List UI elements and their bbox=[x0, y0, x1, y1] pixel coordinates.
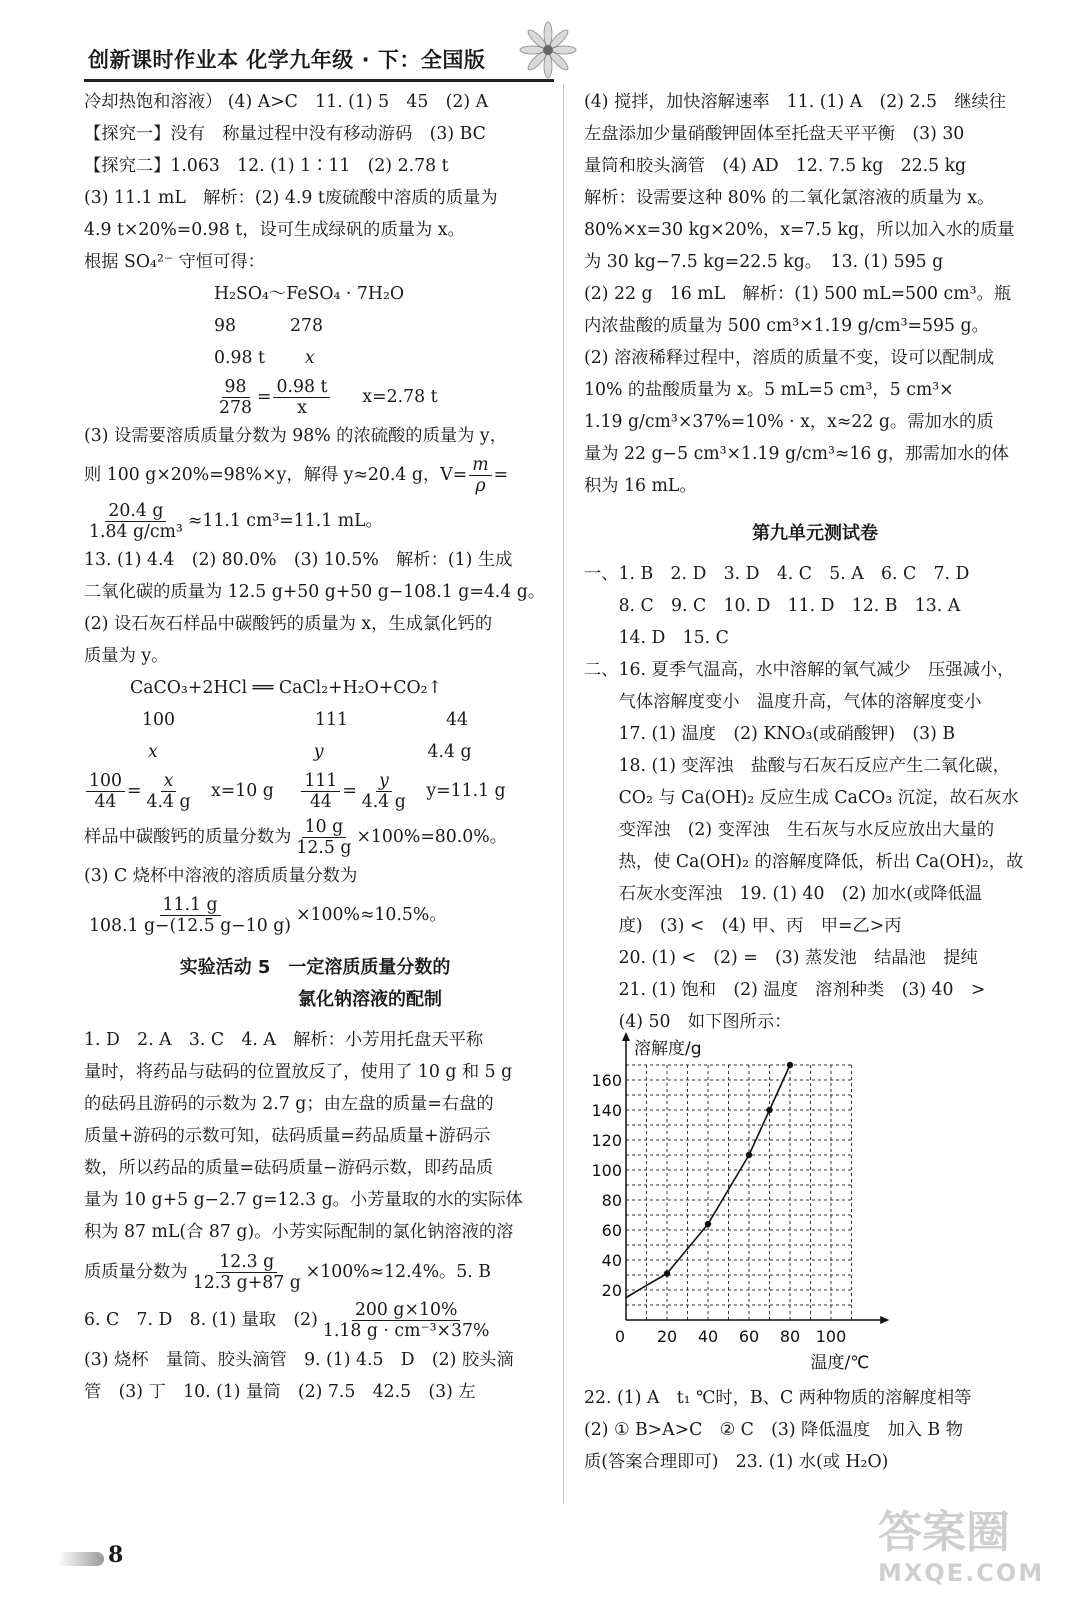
chart-labels bbox=[591, 1039, 869, 1373]
data-point bbox=[766, 1107, 772, 1113]
text-line: 质量为 y。 bbox=[84, 646, 169, 666]
text-line: (2) 溶液稀释过程中，溶质的质量不变，设可以配制成 bbox=[584, 348, 995, 368]
text-line: 量时，将药品与砝码的位置放反了，使用了 10 g 和 5 g bbox=[84, 1062, 513, 1082]
data-point bbox=[746, 1152, 752, 1158]
text-line: (4) 搅拌，加快溶解速率 11. (1) A (2) 2.5 继续往 bbox=[584, 92, 1007, 112]
text-line: 热，使 Ca(OH)₂ 的溶解度降低，析出 Ca(OH)₂，故 bbox=[584, 852, 1024, 872]
y-tick-label: 80 bbox=[601, 1191, 622, 1210]
x-tick-label: 80 bbox=[779, 1327, 801, 1346]
left-column bbox=[84, 86, 546, 1408]
y-tick-label: 120 bbox=[591, 1131, 622, 1150]
equation-fraction-line: 6. C 7. D 8. (1) 量取 (2) $\frac{200 g\times 10\%}{\text{1.18 g · cm⁻³×37\%}}$ bbox=[84, 1296, 546, 1344]
x-axis-label: 温度/℃ bbox=[810, 1353, 870, 1373]
text-line: 量为 22 g−5 cm³×1.19 g/cm³≈16 g，那需加水的体 bbox=[584, 444, 1009, 464]
text-line: 8. C 9. C 10. D 11. D 12. B 13. A bbox=[584, 596, 961, 616]
text-line: 石灰水变浑浊 19. (1) 40 (2) 加水(或降低温 bbox=[584, 884, 983, 904]
text-line: 18. (1) 变浑浊 盐酸与石灰石反应产生二氧化碳， bbox=[584, 756, 1010, 776]
watermark: 答案圈 MXQE.COM bbox=[878, 1507, 1045, 1587]
equation-ratio: $\frac{98}{278}$ = $\frac{0.98 t}{x}$ x=2.78 t bbox=[84, 374, 546, 420]
equation-masses: 100 111 44 bbox=[142, 710, 468, 730]
equation-values: x y 4.4 g bbox=[148, 742, 472, 762]
chart-grid bbox=[626, 1065, 852, 1320]
x-tick-label: 40 bbox=[697, 1327, 719, 1346]
fraction: $\frac{98}{278}$ bbox=[219, 377, 252, 418]
text-line: 量筒和胶头滴管 (4) AD 12. 7.5 kg 22.5 kg bbox=[584, 156, 967, 176]
equation-masses: 98 278 bbox=[214, 316, 323, 336]
y-tick-label: 140 bbox=[591, 1101, 622, 1120]
text-line: 气体溶解度变小 温度升高，气体的溶解度变小 bbox=[584, 692, 982, 712]
fraction: $\frac{x}{4.4 g}$ bbox=[146, 771, 191, 812]
fraction: $\frac{111}{44}$ bbox=[301, 771, 340, 812]
text-line: 管 (3) 丁 10. (1) 量筒 (2) 7.5 42.5 (3) 左 bbox=[84, 1382, 476, 1402]
x-tick-label: 20 bbox=[656, 1327, 678, 1346]
text-line: 度) (3) < (4) 甲、丙 甲=乙>丙 bbox=[584, 916, 902, 936]
equation-fraction-line: $\frac{11.1 g}{108.1 g-(12.5 g-10 g)}$ ×100%≈10.5%。 bbox=[84, 892, 546, 938]
text-line: 4.9 t×20%=0.98 t，设可生成绿矾的质量为 x。 bbox=[84, 220, 465, 240]
text-line: 17. (1) 温度 (2) KNO₃(或硝酸钾) (3) B bbox=[584, 724, 956, 744]
y-tick-label: 60 bbox=[601, 1221, 622, 1240]
text-line: (3) 11.1 mL 解析：(2) 4.9 t废硫酸中溶质的质量为 bbox=[84, 188, 498, 208]
equation-values: 0.98 t x bbox=[214, 348, 315, 368]
section-title: 第九单元测试卷 bbox=[752, 523, 878, 544]
fraction: $\frac{m}{\rho}$ bbox=[469, 455, 491, 496]
text-line: CO₂ 与 Ca(OH)₂ 反应生成 CaCO₃ 沉淀，故石灰水 bbox=[584, 788, 1019, 808]
text-line: 【探究一】没有 称量过程中没有移动游码 (3) BC bbox=[84, 124, 486, 144]
text-line: (2) ① B>A>C ② C (3) 降低温度 加入 B 物 bbox=[584, 1420, 963, 1440]
text-line: 积为 16 mL。 bbox=[584, 476, 697, 496]
text-line: 13. (1) 4.4 (2) 80.0% (3) 10.5% 解析：(1) 生成 bbox=[84, 550, 513, 570]
column-divider bbox=[563, 84, 564, 1504]
text-line: 为 30 kg−7.5 kg=22.5 kg。 13. (1) 595 g bbox=[584, 252, 944, 272]
section-title: 氯化钠溶液的配制 bbox=[298, 989, 442, 1010]
right-column bbox=[584, 86, 1046, 1038]
text-line: 积为 87 mL(合 87 g)。小芳实际配制的氯化钠溶液的溶 bbox=[84, 1222, 514, 1242]
text-line: 量为 10 g+5 g−2.7 g=12.3 g。小芳量取的水的实际体 bbox=[84, 1190, 523, 1210]
equation-formula: CaCO₃+2HCl ══ CaCl₂+H₂O+CO₂↑ bbox=[130, 678, 443, 698]
y-axis-label: 溶解度/g bbox=[634, 1039, 702, 1059]
text-line: (3) 烧杯 量筒、胶头滴管 9. (1) 4.5 D (2) 胶头滴 bbox=[84, 1350, 514, 1370]
text-line: 质(答案合理即可) 23. (1) 水(或 H₂O) bbox=[584, 1452, 889, 1472]
data-point bbox=[705, 1221, 711, 1227]
text-line: 质量+游码的示数可知，砝码质量=药品质量+游码示 bbox=[84, 1126, 491, 1146]
text-line: 冷却热饱和溶液） (4) A>C 11. (1) 5 45 (2) A bbox=[84, 92, 489, 112]
x-tick-label: 0 bbox=[614, 1327, 626, 1346]
x-tick-label: 100 bbox=[815, 1327, 847, 1346]
text-line: 变浑浊 (2) 变浑浊 生石灰与水反应放出大量的 bbox=[584, 820, 995, 840]
text-line: 21. (1) 饱和 (2) 温度 溶剂种类 (3) 40 > bbox=[584, 980, 986, 1000]
fraction: $\frac{12.3 g}{12.3 g+87 g}$ bbox=[192, 1252, 301, 1293]
data-point bbox=[787, 1062, 793, 1068]
equation-fraction-line: 样品中碳酸钙的质量分数为 $\frac{10 g}{12.5 g}$ ×100%=80.0%。 bbox=[84, 817, 507, 858]
fraction: $\frac{100}{44}$ bbox=[86, 771, 125, 812]
text-line: 则 100 g×20%=98%×y，解得 y≈20.4 g，V= $\frac{m}{\rho}$ = bbox=[84, 455, 509, 496]
fraction: $\frac{10 g}{12.5 g}$ bbox=[296, 817, 352, 858]
equation-volume: $\frac{20.4 g}{\text{1.84 g/cm³}}$ ≈11.1 cm³=11.1 mL。 bbox=[84, 498, 546, 544]
y-tick-label: 100 bbox=[591, 1161, 622, 1180]
text-line: 1. D 2. A 3. C 4. A 解析：小芳用托盘天平称 bbox=[84, 1030, 484, 1050]
text-line: 一、1. B 2. D 3. D 4. C 5. A 6. C 7. D bbox=[584, 564, 970, 584]
text-line: 根据 SO₄²⁻ 守恒可得： bbox=[84, 252, 265, 272]
y-tick-label: 20 bbox=[601, 1281, 622, 1300]
page-tab bbox=[58, 1552, 104, 1566]
fraction: $\frac{11.1 g}{108.1 g-(12.5 g-10 g)}$ bbox=[89, 895, 292, 936]
text-line: 内浓盐酸的质量为 500 cm³×1.19 g/cm³=595 g。 bbox=[584, 316, 989, 336]
text-line: 14. D 15. C bbox=[584, 628, 729, 648]
chart-curve bbox=[626, 1062, 793, 1298]
text-line: 20. (1) < (2) = (3) 蒸发池 结晶池 提纯 bbox=[584, 948, 978, 968]
text-line: 22. (1) A t₁ ℃时，B、C 两种物质的溶解度相等 bbox=[584, 1388, 972, 1408]
page-number: 8 bbox=[108, 1542, 124, 1568]
equation-formula: H₂SO₄～FeSO₄ · 7H₂O bbox=[214, 284, 405, 304]
page-header bbox=[84, 36, 564, 82]
text-line: 1.19 g/cm³×37%=10% · x，x≈22 g。需加水的质 bbox=[584, 412, 994, 432]
right-column-tail bbox=[584, 1382, 1046, 1478]
y-axis-arrow bbox=[622, 1032, 630, 1041]
text-line: 数，所以药品的质量=砝码质量−游码示数，即药品质 bbox=[84, 1158, 494, 1178]
text-line: (2) 22 g 16 mL 解析：(1) 500 mL=500 cm³。瓶 bbox=[584, 284, 1012, 304]
fraction: $\frac{200 g\times 10\%}{\text{1.18 g · cm⁻³×37\%}}$ bbox=[322, 1300, 490, 1341]
header-rule bbox=[84, 79, 554, 82]
text-line: 80%×x=30 kg×20%，x=7.5 kg，所以加入水的质量 bbox=[584, 220, 1015, 240]
header-title: 创新课时作业本 化学九年级 · 下：全国版 bbox=[88, 48, 486, 72]
text-line: 10% 的盐酸质量为 x。5 mL=5 cm³，5 cm³× bbox=[584, 380, 954, 400]
text-line: (3) 设需要溶质质量分数为 98% 的浓硫酸的质量为 y， bbox=[84, 426, 507, 446]
text-line: 的砝码且游码的示数为 2.7 g；由左盘的质量=右盘的 bbox=[84, 1094, 494, 1114]
fraction: $\frac{20.4 g}{\text{1.84 g/cm³}}$ bbox=[89, 501, 183, 542]
text-line: 二氧化碳的质量为 12.5 g+50 g+50 g−108.1 g=4.4 g。 bbox=[84, 582, 546, 602]
data-point bbox=[664, 1270, 670, 1276]
text-line: 【探究二】1.063 12. (1) 1∶11 (2) 2.78 t bbox=[84, 156, 449, 176]
section-title: 实验活动 5 一定溶质质量分数的 bbox=[179, 957, 451, 978]
fraction: $\frac{y}{4.4 g}$ bbox=[361, 771, 406, 812]
x-axis-arrow bbox=[880, 1316, 889, 1324]
x-tick-label: 60 bbox=[738, 1327, 760, 1346]
fraction: $\frac{0.98 t}{x}$ bbox=[273, 377, 330, 418]
equation-ratio: $\frac{100}{44}$ = $\frac{x}{4.4 g}$ x=10 g $\frac{111}{44}$ = $\frac{y}{4.4 g}$ y=11.1 g bbox=[84, 768, 546, 814]
flower-icon bbox=[518, 20, 578, 80]
text-line: 二、16. 夏季气温高，水中溶解的氧气减少 压强减小， bbox=[584, 660, 1015, 680]
solubility-chart bbox=[591, 1030, 898, 1380]
text-line: (3) C 烧杯中溶液的溶质质量分数为 bbox=[84, 866, 358, 886]
text-line: 解析：设需要这种 80% 的二氧化氯溶液的质量为 x。 bbox=[584, 188, 995, 208]
text-line: 左盘添加少量硝酸钾固体至托盘天平平衡 (3) 30 bbox=[584, 124, 965, 144]
text-line: (4) 50 如下图所示： bbox=[584, 1012, 792, 1032]
chart-axes bbox=[622, 1032, 889, 1324]
y-tick-label: 40 bbox=[601, 1251, 622, 1270]
equation-fraction-line: 质质量分数为 $\frac{12.3 g}{12.3 g+87 g}$ ×100%≈12.4%。5. B bbox=[84, 1252, 491, 1293]
y-tick-label: 160 bbox=[591, 1071, 622, 1090]
text-line: (2) 设石灰石样品中碳酸钙的质量为 x，生成氯化钙的 bbox=[84, 614, 493, 634]
